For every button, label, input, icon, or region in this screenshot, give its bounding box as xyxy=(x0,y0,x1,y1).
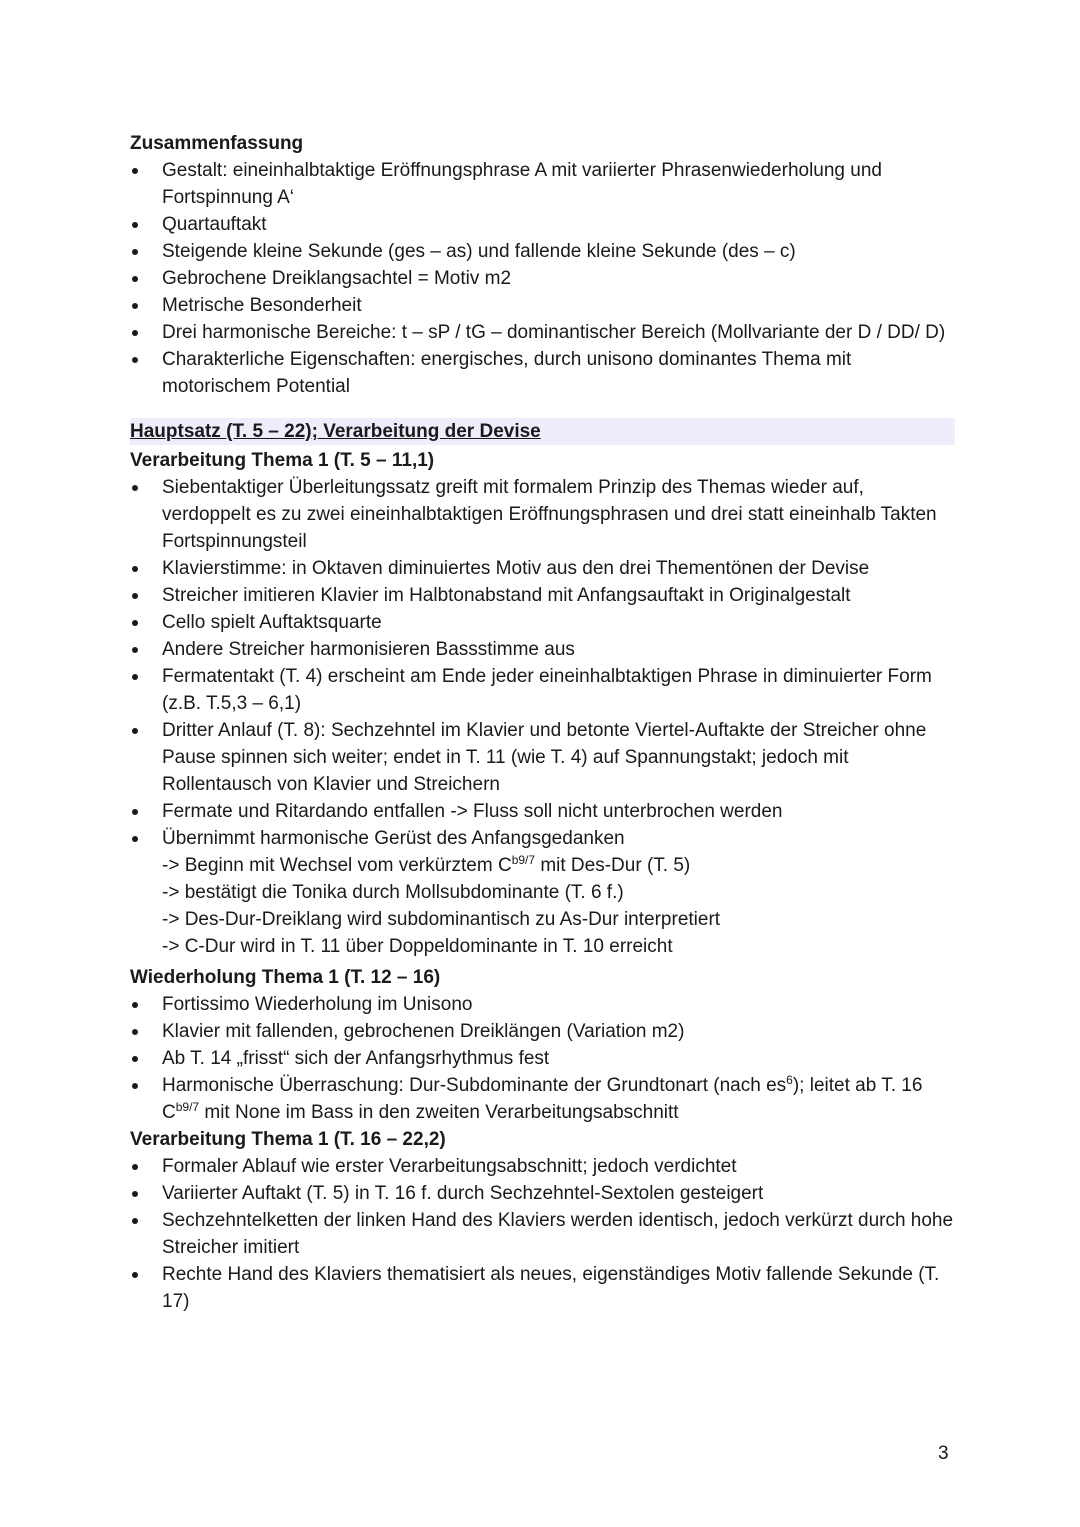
harmony-line-text: -> Beginn mit Wechsel vom verkürztem C xyxy=(162,855,512,876)
list-item: Gestalt: eineinhalbtaktige Eröffnungsphrase A mit variierter Phrasenwiederholung und Fortspinnung A‘ xyxy=(130,157,955,211)
list-item: Gebrochene Dreiklangsachtel = Motiv m2 xyxy=(130,265,955,292)
page-number: 3 xyxy=(938,1443,949,1464)
item-text: mit None im Bass in den zweiten Verarbeitungsabschnitt xyxy=(199,1102,679,1123)
list-item: Andere Streicher harmonisieren Bassstimme aus xyxy=(130,636,955,663)
chord-superscript: b9/7 xyxy=(175,1100,200,1114)
chord-superscript: b9/7 xyxy=(511,853,536,867)
summary-list xyxy=(130,157,955,400)
list-item: Fermate und Ritardando entfallen -> Fluss soll nicht unterbrochen werden xyxy=(130,798,955,825)
block2-heading: Wiederholung Thema 1 (T. 12 – 16) xyxy=(130,967,441,988)
list-item: Rechte Hand des Klaviers thematisiert als neues, eigenständiges Motiv fallende Sekunde (T. 17) xyxy=(130,1261,955,1315)
list-item: Siebentaktiger Überleitungssatz greift mit formalem Prinzip des Themas wieder auf, verdoppelt es zu zwei eineinhalbtaktigen Eröffnungsphrasen und drei statt eineinhalb Takten Fortspinnungsteil xyxy=(130,474,955,555)
harmony-line: -> Des-Dur-Dreiklang wird subdominantisch zu As-Dur interpretiert xyxy=(162,909,721,930)
item-text: ); leitet ab T. 16 C xyxy=(162,1075,923,1123)
list-item: Steigende kleine Sekunde (ges – as) und fallende kleine Sekunde (des – c) xyxy=(130,238,955,265)
list-item: Dritter Anlauf (T. 8): Sechzehntel im Klavier und betonte Viertel-Auftakte der Streicher ohne Pause spinnen sich weiter; endet in T. 11 (wie T. 4) auf Spannungstakt; jedoch mit Rollentausch von Klavier und Streichern xyxy=(130,717,955,798)
list-item: Fortissimo Wiederholung im Unisono xyxy=(130,991,955,1018)
summary-heading: Zusammenfassung xyxy=(130,133,304,154)
block3-heading: Verarbeitung Thema 1 (T. 16 – 22,2) xyxy=(130,1129,446,1150)
list-item: Ab T. 14 „frisst“ sich der Anfangsrhythmus fest xyxy=(130,1045,955,1072)
list-item-surprise xyxy=(130,1072,955,1126)
list-item: Streicher imitieren Klavier im Halbtonabstand mit Anfangsauftakt in Originalgestalt xyxy=(130,582,955,609)
block2-list xyxy=(130,991,955,1126)
list-item: Quartauftakt xyxy=(130,211,955,238)
block1-heading: Verarbeitung Thema 1 (T. 5 – 11,1) xyxy=(130,450,435,471)
list-item-harmony xyxy=(130,825,955,960)
chord-superscript: 6 xyxy=(786,1073,793,1087)
list-item: Charakterliche Eigenschaften: energisches, durch unisono dominantes Thema mit motorischem Potential xyxy=(130,346,955,400)
block3-list xyxy=(130,1153,955,1315)
list-item: Sechzehntelketten der linken Hand des Klaviers werden identisch, jedoch verkürzt durch hohe Streicher imitiert xyxy=(130,1207,955,1261)
list-item: Klavierstimme: in Oktaven diminuiertes Motiv aus den drei Thementönen der Devise xyxy=(130,555,955,582)
item-text: Harmonische Überraschung: Dur-Subdominante der Grundtonart (nach es xyxy=(162,1075,787,1096)
block1-list xyxy=(130,474,955,960)
main-section-heading: Hauptsatz (T. 5 – 22); Verarbeitung der Devise xyxy=(130,418,955,445)
document-page xyxy=(130,130,955,1315)
list-item: Variierter Auftakt (T. 5) in T. 16 f. durch Sechzehntel-Sextolen gesteigert xyxy=(130,1180,955,1207)
list-item: Formaler Ablauf wie erster Verarbeitungsabschnitt; jedoch verdichtet xyxy=(130,1153,955,1180)
harmony-line xyxy=(162,852,955,879)
list-item: Cello spielt Auftaktsquarte xyxy=(130,609,955,636)
list-item: Klavier mit fallenden, gebrochenen Dreiklängen (Variation m2) xyxy=(130,1018,955,1045)
harmony-line: -> C-Dur wird in T. 11 über Doppeldominante in T. 10 erreicht xyxy=(162,936,673,957)
list-item: Metrische Besonderheit xyxy=(130,292,955,319)
harmony-intro: Übernimmt harmonische Gerüst des Anfangsgedanken xyxy=(162,828,625,849)
harmony-line: -> bestätigt die Tonika durch Mollsubdominante (T. 6 f.) xyxy=(162,882,624,903)
list-item: Fermatentakt (T. 4) erscheint am Ende jeder eineinhalbtaktigen Phrase in diminuierter Form (z.B. T.5,3 – 6,1) xyxy=(130,663,955,717)
list-item: Drei harmonische Bereiche: t – sP / tG – dominantischer Bereich (Mollvariante der D / DD/ D) xyxy=(130,319,955,346)
harmony-line-text: mit Des-Dur (T. 5) xyxy=(535,855,691,876)
